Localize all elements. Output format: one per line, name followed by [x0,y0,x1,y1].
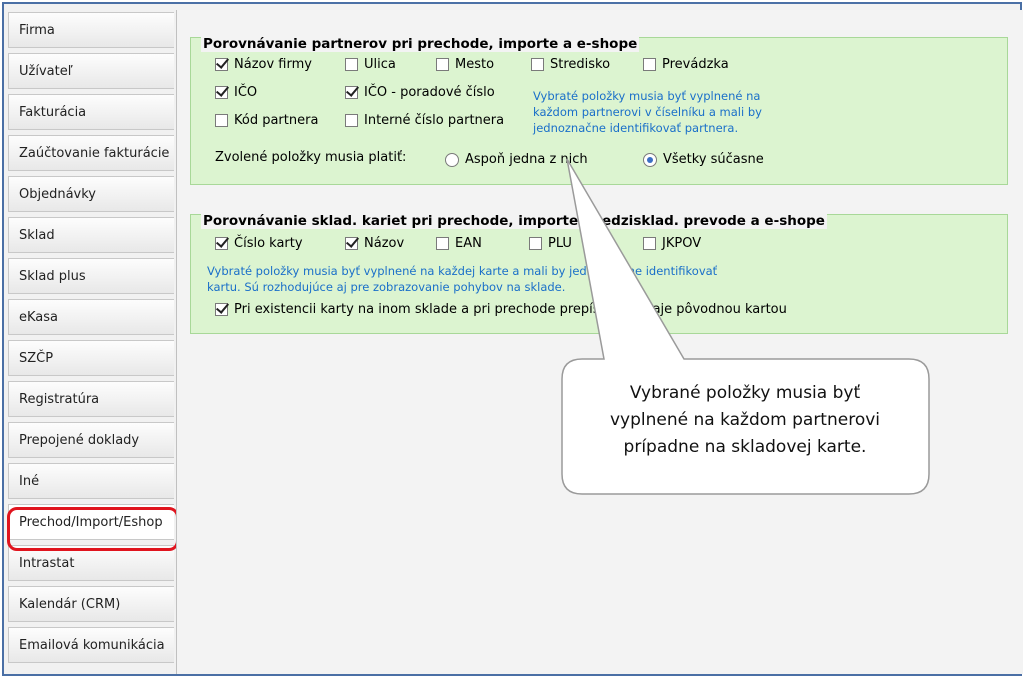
checkbox-label: Kód partnera [234,113,319,128]
checkbox-label: Pri existencii karty na inom sklade a pri prechode prepísať jej údaje pôvodnou kartou [234,302,787,317]
checkbox-label: Mesto [455,57,495,72]
must-apply-label: Zvolené položky musia platiť: [215,150,407,165]
sidebar-item-intrastat[interactable]: Intrastat [8,545,174,581]
sidebar-item-uzivatel[interactable]: Užívateľ [8,53,174,89]
callout-bubble [4,4,1020,674]
checkbox-label: IČO - poradové číslo [364,85,495,100]
sidebar-item-firma[interactable]: Firma [8,12,174,48]
note-line: jednoznačne identifikovať partnera. [533,121,739,135]
checkbox-label: Interné číslo partnera [364,113,505,128]
callout-line: Vybrané položky musia byť [629,383,861,403]
checkbox-label: Prevádzka [662,57,729,72]
checkbox-label: Ulica [364,57,396,72]
radio-label: Všetky súčasne [663,152,764,167]
radio-label: Aspoň jedna z nich [465,152,588,167]
sidebar-item-prepojene-doklady[interactable]: Prepojené doklady [8,422,174,458]
stock-group-title: Porovnávanie sklad. kariet pri prechode, importe, medzisklad. prevode a e-shope [203,213,825,229]
checkbox-label: EAN [455,236,482,251]
sidebar-item-prechod-import-eshop[interactable]: Prechod/Import/Eshop [8,504,174,540]
partners-group-title: Porovnávanie partnerov pri prechode, importe a e-shope [203,36,638,52]
checkbox-label: IČO [234,85,258,100]
sidebar-item-objednavky[interactable]: Objednávky [8,176,174,212]
checkbox-label: Stredisko [550,57,611,72]
checkbox-label: JKPOV [662,236,702,251]
note-line: kartu. Sú rozhodujúce aj pre zobrazovanie pohybov na sklade. [207,280,566,294]
sidebar-item-sklad-plus[interactable]: Sklad plus [8,258,174,294]
sidebar-item-emailova-komunikacia[interactable]: Emailová komunikácia [8,627,174,663]
sidebar-item-sklad[interactable]: Sklad [8,217,174,253]
checkbox-label: PLU [548,236,572,251]
note-line: Vybraté položky musia byť vyplnené na [533,89,761,103]
sidebar-item-fakturacia[interactable]: Fakturácia [8,94,174,130]
checkbox-label: Názov [364,236,405,251]
checkbox-label: Názov firmy [234,57,312,72]
sidebar-item-kalendar[interactable]: Kalendár (CRM) [8,586,174,622]
callout-text [560,380,930,461]
note-line: každom partnerovi v číselníku a mali by [533,105,762,119]
window-frame [2,2,1022,676]
sidebar-item-ekasa[interactable]: eKasa [8,299,174,335]
sidebar-item-ine[interactable]: Iné [8,463,174,499]
sidebar-item-registratura[interactable]: Registratúra [8,381,174,417]
note-line: Vybraté položky musia byť vyplnené na každej karte a mali by jednoznačne identifikovať [207,264,718,278]
callout-line: prípadne na skladovej karte. [623,437,867,457]
callout-line: vyplnené na každom partnerovi [609,410,881,430]
sidebar-item-zauctovanie[interactable]: Zaúčtovanie fakturácie [8,135,174,171]
sidebar-item-szcp[interactable]: SZČP [8,340,174,376]
checkbox-label: Číslo karty [234,236,303,251]
